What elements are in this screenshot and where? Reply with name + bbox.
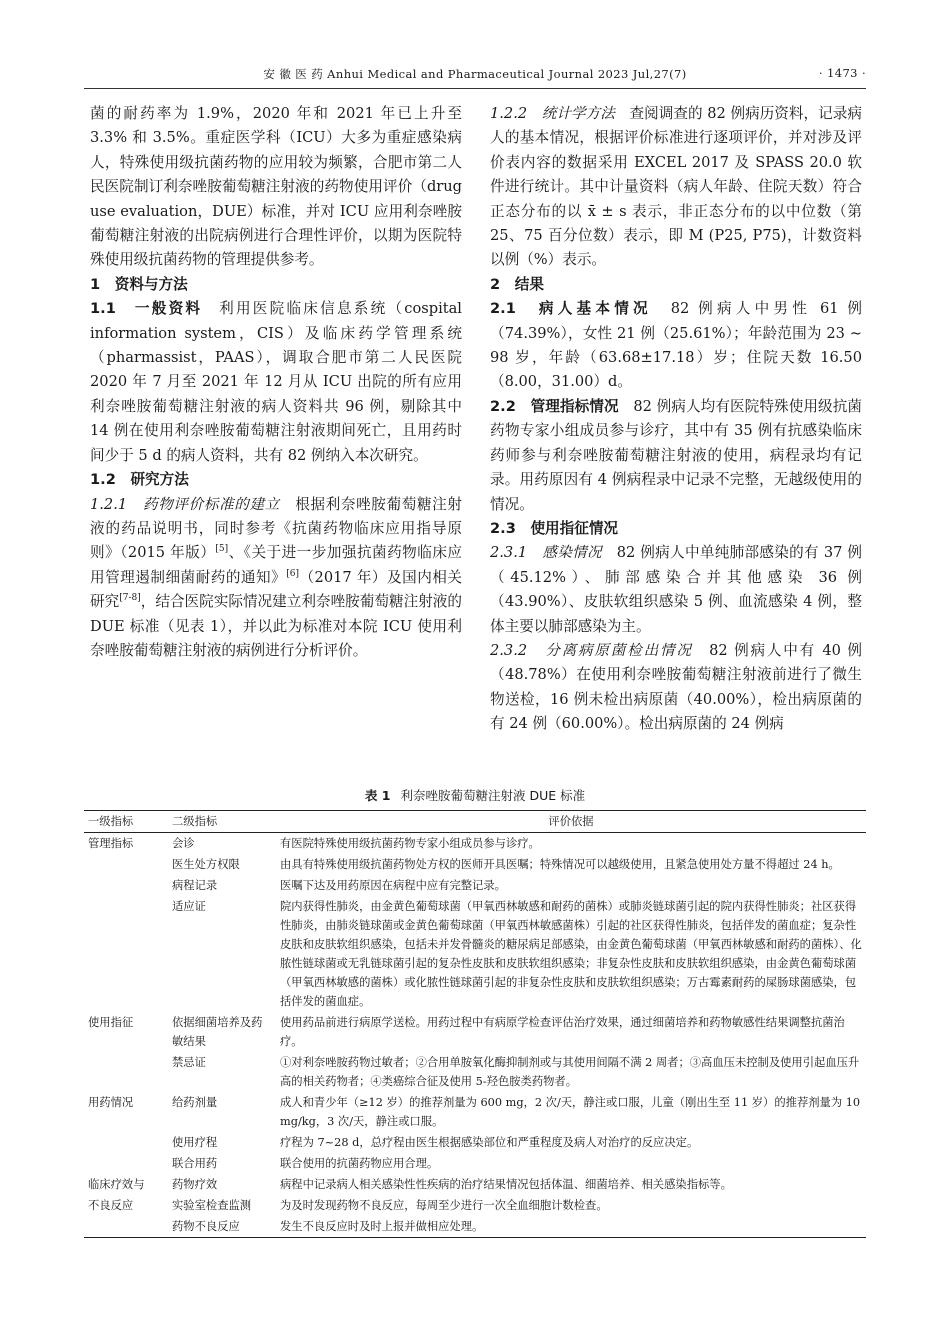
header-rule bbox=[84, 88, 866, 89]
header-level2: 二级指标 bbox=[168, 811, 276, 833]
text-1-2-1b: 、《关于进一步加强抗菌药物临床应用管理遏制细菌耐药的通知》 bbox=[90, 544, 462, 586]
text-1-2-1c: （2017 年）及国内相关研究 bbox=[90, 568, 462, 611]
cell-level2: 联合用药 bbox=[172, 1157, 218, 1170]
paragraph-2-1 bbox=[490, 297, 862, 395]
paragraph-1-2-2 bbox=[490, 102, 862, 273]
cell-level2: 医生处方权限 bbox=[172, 858, 240, 871]
cell-level2: 实验室检查监测 bbox=[172, 1199, 252, 1212]
text-2-2: 82 例病人均有医院特殊使用级抗菌药物专家小组成员参与诊疗，其中有 35 例有抗感染临床药师参与利奈唑胺葡萄糖注射液的使用，病程录均有记录。用药原因有 4 例病程录中记录不完整，无越级使用的情况。 bbox=[490, 397, 862, 513]
cell-level1: 不良反应 bbox=[88, 1199, 134, 1212]
cell-basis: 由具有特殊使用级抗菌药物处方权的医师开具医嘱；特殊情况可以越级使用，且紧急使用处方量不得超过 24 h。 bbox=[280, 858, 840, 871]
cell-level2: 适应证 bbox=[172, 900, 206, 913]
heading-2-1: 2.1 病人基本情况 bbox=[490, 300, 652, 318]
cell-level1: 管理指标 bbox=[88, 837, 134, 850]
heading-1-1: 1.1 一般资料 bbox=[90, 300, 203, 318]
cell-basis: 使用药品前进行病原学送检。用药过程中有病原学检查评估治疗效果，通过细菌培养和药物敏感性结果调整抗菌治疗。 bbox=[280, 1016, 845, 1048]
paragraph-1-1 bbox=[90, 297, 462, 468]
cell-level2: 药物不良反应 bbox=[168, 1216, 276, 1238]
cell-level1 bbox=[84, 896, 168, 1012]
heading-1-2-1: 1.2.1 药物评价标准的建立 bbox=[90, 495, 280, 513]
cell-basis: 病程中记录病人相关感染性性疾病的治疗结果情况包括体温、细菌培养、相关感染指标等。 bbox=[280, 1178, 732, 1191]
section-heading-2-3: 2.3 使用指征情况 bbox=[490, 519, 619, 537]
table-row bbox=[84, 1216, 866, 1238]
text-1-2-1d: ，结合医院实际情况建立利奈唑胺葡萄糖注射液的 DUE 标准（见表 1），并以此为标准对本院 ICU 使用利奈唑胺葡萄糖注射液的病例进行分析评价。 bbox=[90, 593, 462, 659]
table-body bbox=[84, 833, 866, 1238]
page-number: · 1473 · bbox=[818, 66, 866, 80]
cell-basis: 疗程为 7~28 d，总疗程由医生根据感染部位和严重程度及病人对治疗的反应决定。 bbox=[280, 1136, 699, 1149]
cell-level1 bbox=[84, 1216, 168, 1238]
table-header-row bbox=[84, 811, 866, 833]
paragraph-2-3-2 bbox=[490, 639, 862, 737]
cell-basis: 医嘱下达及用药原因在病程中应有完整记录。 bbox=[280, 879, 506, 892]
table-caption bbox=[0, 786, 950, 804]
table-row bbox=[84, 875, 866, 896]
citation-6: [6] bbox=[286, 568, 299, 579]
left-column bbox=[90, 102, 462, 663]
cell-level1: 使用指征 bbox=[88, 1016, 134, 1029]
paragraph-2-2 bbox=[490, 395, 862, 517]
cell-basis: ①对利奈唑胺药物过敏者；②合用单胺氧化酶抑制剂或与其使用间隔不满 2 周者；③高血压未控制及使用引起血压升高的相关药物者；④类癌综合征及使用 5-羟色胺类药物者。 bbox=[280, 1056, 860, 1088]
table-row bbox=[84, 1092, 866, 1132]
heading-2-3-1: 2.3.1 感染情况 bbox=[490, 544, 602, 562]
table-row bbox=[84, 1153, 866, 1174]
cell-level2: 药物疗效 bbox=[172, 1178, 218, 1191]
table-row bbox=[84, 896, 866, 1012]
journal-title: 安 徽 医 药 Anhui Medical and Pharmaceutical Journal 2023 Jul,27(7) bbox=[263, 67, 687, 81]
paragraph-1-2-1 bbox=[90, 493, 462, 664]
table-number: 表 1 bbox=[364, 788, 391, 803]
section-heading-2: 2 结果 bbox=[490, 275, 544, 293]
table-row bbox=[84, 1174, 866, 1195]
cell-level1: 用药情况 bbox=[88, 1096, 134, 1109]
cell-basis: 联合使用的抗菌药物应用合理。 bbox=[280, 1157, 439, 1170]
header-basis: 评价依据 bbox=[276, 811, 866, 833]
citation-5: [5] bbox=[215, 544, 229, 555]
paragraph-intro-cont: 菌的耐药率为 1.9%，2020 年和 2021 年已上升至 3.3% 和 3.5%。重症医学科（ICU）大多为重症感染病人，特殊使用级抗菌药物的应用较为频繁，合肥市第二人民医院制订利奈唑胺葡萄糖注射液的药物使用评价（drug use evaluation，DUE）标准，并对 ICU 应用利奈唑胺葡萄糖注射液的出院病例进行合理性评价，以期为医院特殊使用级抗菌药物的管理提供参考。 bbox=[90, 105, 462, 269]
running-header bbox=[84, 66, 866, 86]
cell-level1 bbox=[84, 875, 168, 896]
section-heading-1-2: 1.2 研究方法 bbox=[90, 471, 189, 489]
cell-basis: 发生不良反应时及时上报并做相应处理。 bbox=[276, 1216, 866, 1238]
table-row bbox=[84, 1132, 866, 1153]
text-1-1: 利用医院临床信息系统（cospital information system，CIS）及临床药学管理系统（pharmassist，PAAS），调取合肥市第二人民医院 2020 年 7 月至 2021 年 12 月从 ICU 出院的所有应用利奈唑胺葡萄糖注射液的病人资料共 96 例，剔除其中 14 例在使用利奈唑胺葡萄糖注射液期间死亡，且用药时间少于 5 d 的病人资料，共有 82 例纳入本次研究。 bbox=[90, 300, 462, 464]
table-row bbox=[84, 854, 866, 875]
citation-7-8: [7-8] bbox=[119, 593, 141, 604]
header-level1: 一级指标 bbox=[84, 811, 168, 833]
section-heading-1: 1 资料与方法 bbox=[90, 275, 188, 293]
cell-level2: 病程记录 bbox=[172, 879, 218, 892]
text-1-2-2: 查阅调查的 82 例病历资料，记录病人的基本情况，根据评价标准进行逐项评价，并对涉及评价表内容的数据采用 EXCEL 2017 及 SPASS 20.0 软件进行统计。其中计量资料（病人年龄、住院天数）符合正态分布的以 x̄ ± s 表示，非正态分布的以中位数（第 25、75 百分位数）表示，即 M (P25, P75)，计数资料以例（%）表示。 bbox=[490, 105, 862, 269]
text-2-3-2: 82 例病人中有 40 例（48.78%）在使用利奈唑胺葡萄糖注射液前进行了微生物送检，16 例未检出病原菌（40.00%），检出病原菌的有 24 例（60.00%）。检出病原菌的 24 例病 bbox=[490, 641, 862, 733]
heading-2-2: 2.2 管理指标情况 bbox=[490, 397, 619, 415]
cell-level1 bbox=[84, 854, 168, 875]
cell-level2: 会诊 bbox=[172, 837, 195, 850]
due-criteria-table bbox=[84, 810, 866, 1238]
table-row bbox=[84, 1052, 866, 1092]
cell-level2: 禁忌证 bbox=[172, 1056, 206, 1069]
table-row bbox=[84, 833, 866, 855]
cell-basis: 为及时发现药物不良反应，每周至少进行一次全血细胞计数检查。 bbox=[280, 1199, 608, 1212]
text-2-1: 82 例病人中男性 61 例（74.39%），女性 21 例（25.61%）；年龄范围为 23 ~ 98 岁，年龄（63.68±17.18）岁；住院天数 16.50（8.00，31.00）d。 bbox=[490, 300, 862, 391]
heading-2-3-2: 2.3.2 分离病原菌检出情况 bbox=[490, 641, 693, 659]
table-row bbox=[84, 1012, 866, 1052]
table-row bbox=[84, 1195, 866, 1216]
cell-level1 bbox=[84, 1132, 168, 1153]
cell-basis: 成人和青少年（≥12 岁）的推荐剂量为 600 mg，2 次/天，静注或口服，儿童（刚出生至 11 岁）的推荐剂量为 10 mg/kg，3 次/天，静注或口服。 bbox=[280, 1096, 861, 1128]
cell-level2: 依据细菌培养及药敏结果 bbox=[172, 1016, 263, 1048]
cell-basis: 院内获得性肺炎，由金黄色葡萄球菌（甲氧西林敏感和耐药的菌株）或肺炎链球菌引起的院内获得性肺炎；社区获得性肺炎，由肺炎链球菌或金黄色葡萄球菌（甲氧西林敏感菌株）引起的社区获得性肺炎，包括伴发的菌血症；复杂性皮肤和皮肤软组织感染，包括未并发骨髓炎的糖尿病足部感染，由金黄色葡萄球菌（甲氧西林敏感和耐药的菌株）、化脓性链球菌或无乳链球菌引起的复杂性皮肤和皮肤软组织感染；非复杂性皮肤和皮肤软组织感染，由金黄色葡萄球菌（甲氧西林敏感的菌株）或化脓性链球菌引起的非复杂性皮肤和皮肤软组织感染；万古霉素耐药的屎肠球菌感染，包括伴发的菌血症。 bbox=[280, 900, 862, 1008]
cell-level1 bbox=[84, 1052, 168, 1092]
cell-level1 bbox=[84, 1153, 168, 1174]
cell-basis: 有医院特殊使用级抗菌药物专家小组成员参与诊疗。 bbox=[280, 837, 540, 850]
text-1-2-1a: 根据利奈唑胺葡萄糖注射液的药品说明书，同时参考《抗菌药物临床应用指导原则》（2015 年版） bbox=[90, 495, 462, 562]
table-title: 利奈唑胺葡萄糖注射液 DUE 标准 bbox=[400, 788, 586, 803]
paragraph-2-3-1 bbox=[490, 541, 862, 639]
cell-level1: 临床疗效与 bbox=[88, 1178, 145, 1191]
right-column bbox=[490, 102, 862, 737]
cell-level2: 使用疗程 bbox=[172, 1136, 218, 1149]
cell-level2: 给药剂量 bbox=[172, 1096, 218, 1109]
heading-1-2-2: 1.2.2 统计学方法 bbox=[490, 105, 615, 122]
text-2-3-1: 82 例病人中单纯肺部感染的有 37 例（45.12%）、肺部感染合并其他感染 36 例（43.90%）、皮肤软组织感染 5 例、血流感染 4 例，整体主要以肺部感染为主。 bbox=[490, 544, 862, 635]
